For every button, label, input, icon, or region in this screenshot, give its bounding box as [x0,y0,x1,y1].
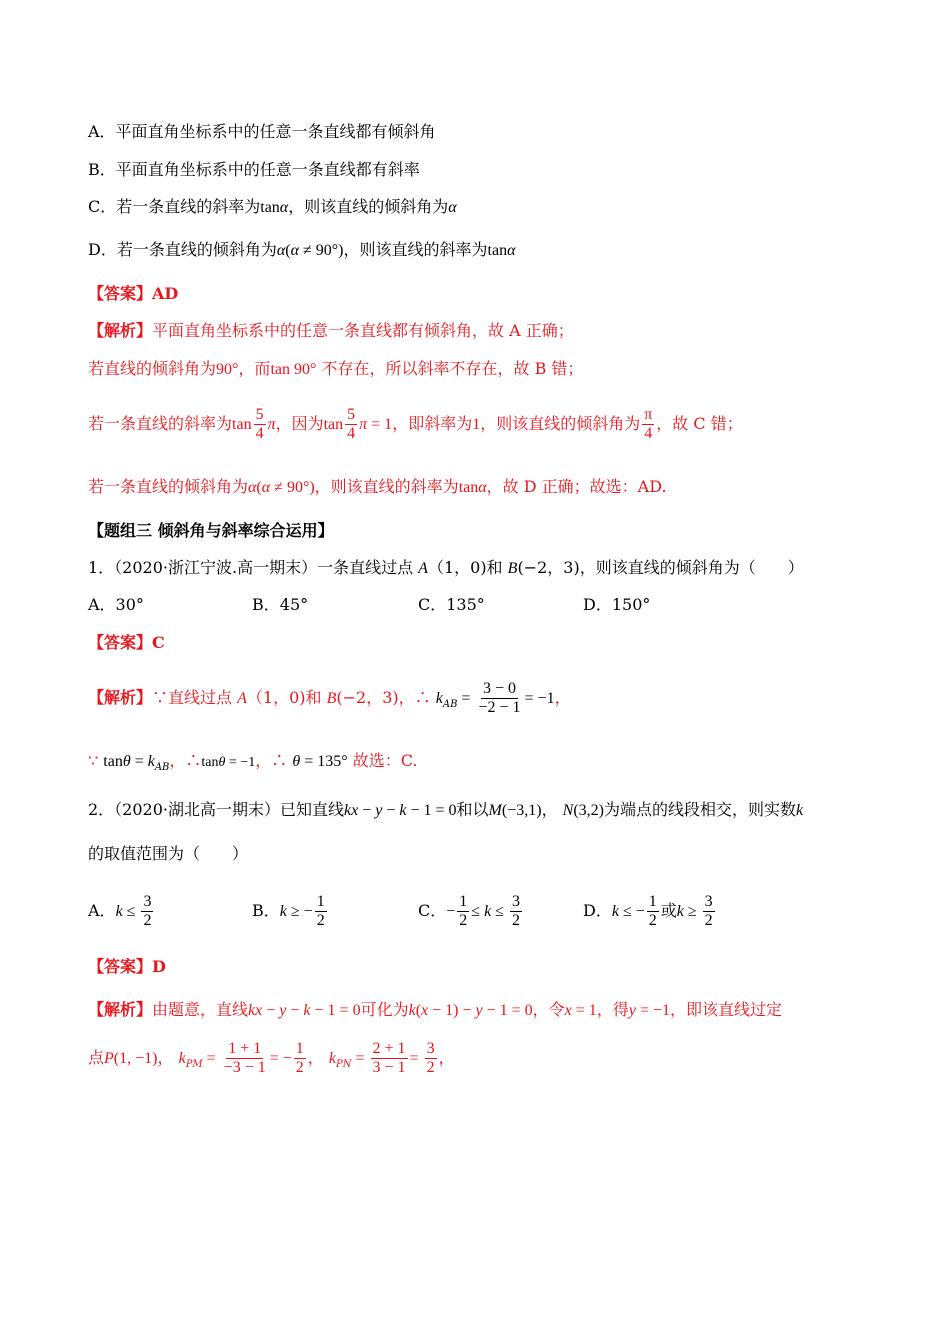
answer-q1: 【答案】C [88,633,165,652]
q1-option-b: B．45° [252,595,309,614]
analysis-q0-line2: 若直线的倾斜角为90°，而tan 90° 不存在，所以斜率不存在，故 B 错； [88,359,584,378]
option-c: C．若一条直线的斜率为tanα，则该直线的倾斜角为α [88,197,457,216]
analysis-q0-line3: 若一条直线的斜率为tan $\frac{5}{4}$ π，因为tan $\frac{5}{4}$ π = 1，即斜率为1，则该直线的倾斜角为 $\frac{\pi}{4}$ ，故 C 错； [88,406,743,442]
q1-stem: 1．（2020·浙江宁波.高一期末）一条直线过点 A（1，0)和 B(−2，3)，则该直线的倾斜角为（ ） [88,558,804,577]
q1-option-d: D．150° [583,595,651,614]
q1-option-a: A．30° [88,595,144,614]
q1-option-c: C．135° [418,595,485,614]
q2-option-c: C．− $\frac{1}{2}$ ≤ k ≤ $\frac{3}{2}$ [418,893,520,929]
option-a: A．平面直角坐标系中的任意一条直线都有倾斜角 [88,122,436,141]
q2-stem-line1: 2．（2020·湖北高一期末）已知直线kx − y − k − 1 = 0和以M(−3,1)， N(3,2)为端点的线段相交，则实数k [88,800,804,819]
section-title: 【题组三 倾斜角与斜率综合运用】 [88,521,334,540]
analysis-q2-line2: 点P(1, −1)， $k_{PM}$ = $\frac{1 + 1}{-3 - 1}$ = − $\frac{1}{2}$ ， $k_{PN}$ = $\frac{2 + 1}{3 - 1}$ = $\frac{3}{2}$ ， [88,1040,455,1076]
answer-q0: 【答案】AD [88,284,179,303]
option-d: D．若一条直线的倾斜角为α(α ≠ 90°)，则该直线的斜率为tanα [88,240,516,259]
analysis-q1-line1: 【解析】∵直线过点 A（1，0)和 B(−2，3)，∴ $k_{AB}$ = $\frac{3 - 0}{-2 - 1}$ = −1， [88,680,571,716]
option-b: B．平面直角坐标系中的任意一条直线都有斜率 [88,160,420,179]
q2-option-b: B．k ≥ − $\frac{1}{2}$ [252,893,325,929]
analysis-q1-line2: ∵ $\tan\theta = k_{AB}$，∴tanθ = −1，∴ θ = 135° 故选：C. [88,751,418,773]
analysis-q0-line1: 【解析】平面直角坐标系中的任意一条直线都有倾斜角，故 A 正确； [88,321,574,340]
analysis-q2-line1: 【解析】由题意，直线kx − y − k − 1 = 0可化为k(x − 1) − y − 1 = 0，令x = 1，得y = −1，即该直线过定 [88,1000,782,1019]
q2-option-d: D．k ≤ − $\frac{1}{2}$ 或k ≥ $\frac{3}{2}$ [583,893,713,929]
q2-stem-line2: 的取值范围为（ ） [88,844,249,863]
analysis-q0-line4: 若一条直线的倾斜角为α(α ≠ 90°)，则该直线的斜率为tanα，故 D 正确；故选：AD. [88,477,667,496]
answer-q2: 【答案】D [88,957,166,976]
q2-option-a: A．k ≤ $\frac{3}{2}$ [88,893,152,929]
